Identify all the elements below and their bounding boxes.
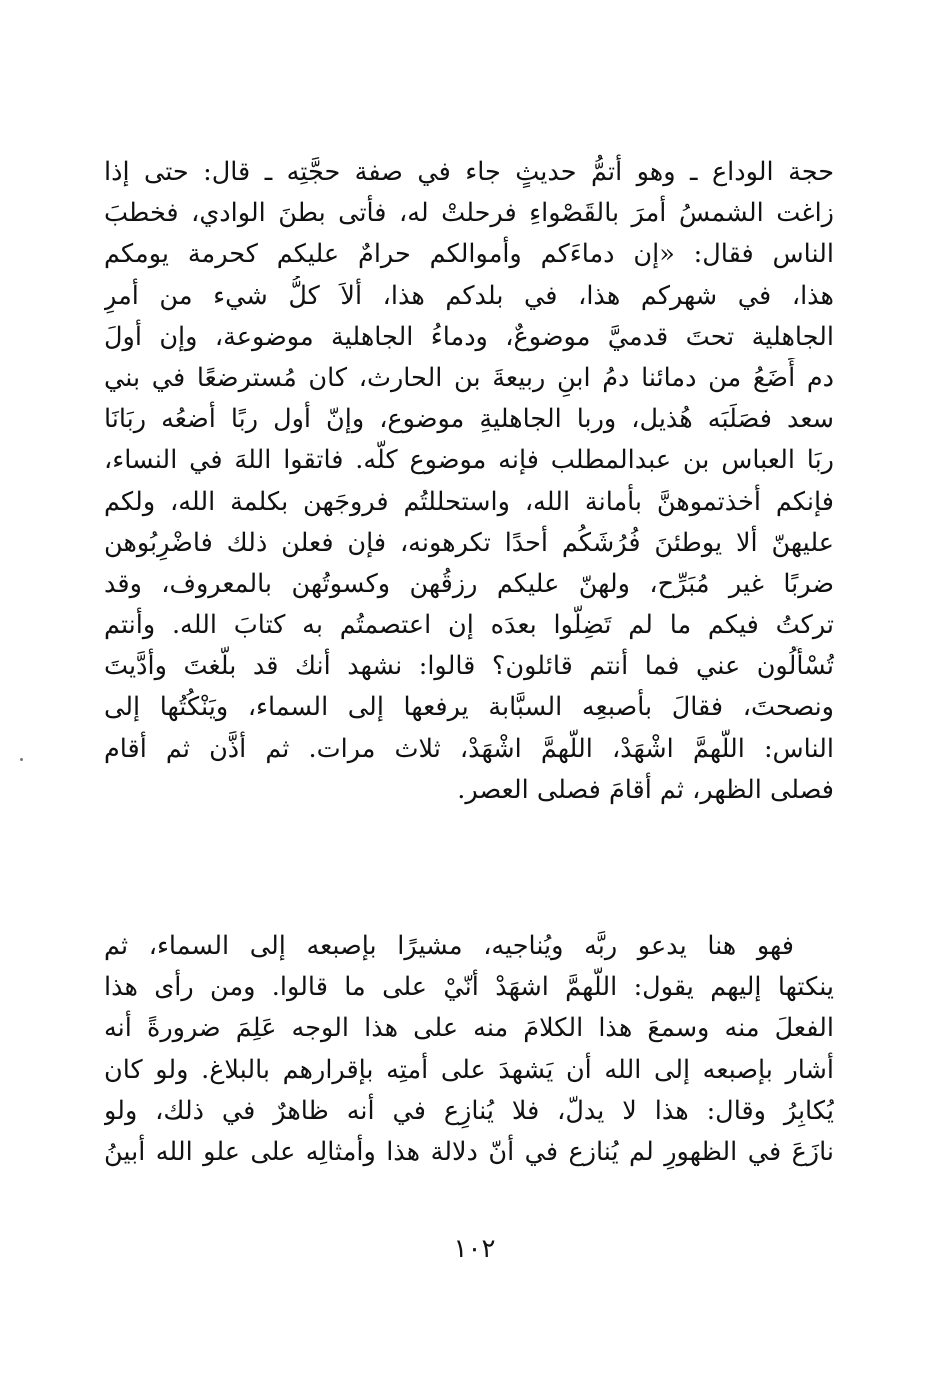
text-line: هذا، في شهركم هذا، في بلدكم هذا، ألاَ كلُّ شيء من أمرِ [104, 280, 834, 311]
text-line: الناس: اللّهمَّ اشْهَدْ، اللّهمَّ اشْهَدْ، ثلاث مرات. ثم أذَّن ثم أقام [104, 733, 834, 764]
page-number: ١٠٢ [453, 1234, 496, 1264]
paragraph-commentary [104, 926, 834, 1173]
text-line: الناس فقال: «إن دماءَكم وأموالكم حرامٌ عليكم كحرمة يومكم [104, 239, 834, 270]
text-line: حجة الوداع ـ وهو أتمُّ حديثٍ جاء في صفة حجَّتِه ـ قال: حتى إذا [104, 157, 834, 187]
text-line: أشار بإصبعه إلى الله أن يَشهدَ على أمتِه بإقرارهم بالبلاغ. ولو كان [104, 1054, 834, 1085]
text-line: نازَعَ في الظهورِ لم يُنازع في أنّ دلالة هذا وأمثالِه على علو الله أبينُ [104, 1136, 834, 1167]
text-line: زاغت الشمسُ أمرَ بالقَصْواءِ فرحلتْ له، فأتى بطنَ الوادي، فخطبَ [104, 198, 834, 229]
text-line: عليهنّ ألا يوطئنَ فُرُشَكُم أحدًا تكرهونه، فإن فعلن ذلك فاضْرِبُوهن [104, 527, 834, 558]
text-line: تركتُ فيكم ما لم تَضِلُّوا بعدَه إن اعتصمتُم به كتابَ الله. وأنتم [104, 610, 834, 641]
text-line: فهو هنا يدعو ربَّه ويُناجيه، مشيرًا بإصبعه إلى السماء، ثم [104, 931, 794, 961]
text-line: ينكتها إليهم يقول: اللّهمَّ اشهَدْ أنّيْ على ما قالوا. ومن رأى هذا [104, 972, 834, 1003]
text-line: سعد فصَلَبَه هُذيل، وربا الجاهليةِ موضوع، وإنّ أول ربًا أضعُه ربَانَا [104, 404, 834, 435]
scan-speck [20, 758, 23, 761]
text-line: ضربًا غير مُبَرِّح، ولهنّ عليكم رزقُهن وكسوتُهن بالمعروف، وقد [104, 568, 834, 599]
text-line: يُكابِرُ وقال: هذا لا يدلّ، فلا يُنازِع في أنه ظاهرٌ في ذلك، ولو [104, 1095, 834, 1126]
text-line: فإنكم أخذتموهنَّ بأمانة الله، واستحللتُم فروجَهن بكلمة الله، ولكم [104, 486, 834, 517]
text-line: الجاهلية تحتَ قدميَّ موضوعٌ، ودماءُ الجاهلية موضوعة، وإن أولَ [104, 321, 834, 352]
text-line: تُسْأَلُون عني فما أنتم قائلون؟ قالوا: نشهد أنك قد بلَّغتَ وأدَّيتَ [104, 651, 834, 682]
text-line: الفعلَ منه وسمعَ هذا الكلامَ منه على هذا الوجه عَلِمَ ضرورةً أنه [104, 1013, 834, 1044]
text-line: دم أَضَعُ من دمائنا دمُ ابنِ ربيعةَ بن الحارث، كان مُسترضعًا في بني [104, 362, 834, 393]
text-line: فصلى الظهر، ثم أقامَ فصلى العصر. [457, 774, 834, 805]
paragraph-hadith-quote [104, 152, 834, 811]
text-line: ربَا العباس بن عبدالمطلب فإنه موضوع كلُّه. فاتقوا اللهَ في النساء، [104, 445, 834, 476]
text-line: ونصحتَ، فقالَ بأصبعِه السبَّابة يرفعها إلى السماء، ويَنْكُتُها إلى [104, 692, 834, 723]
